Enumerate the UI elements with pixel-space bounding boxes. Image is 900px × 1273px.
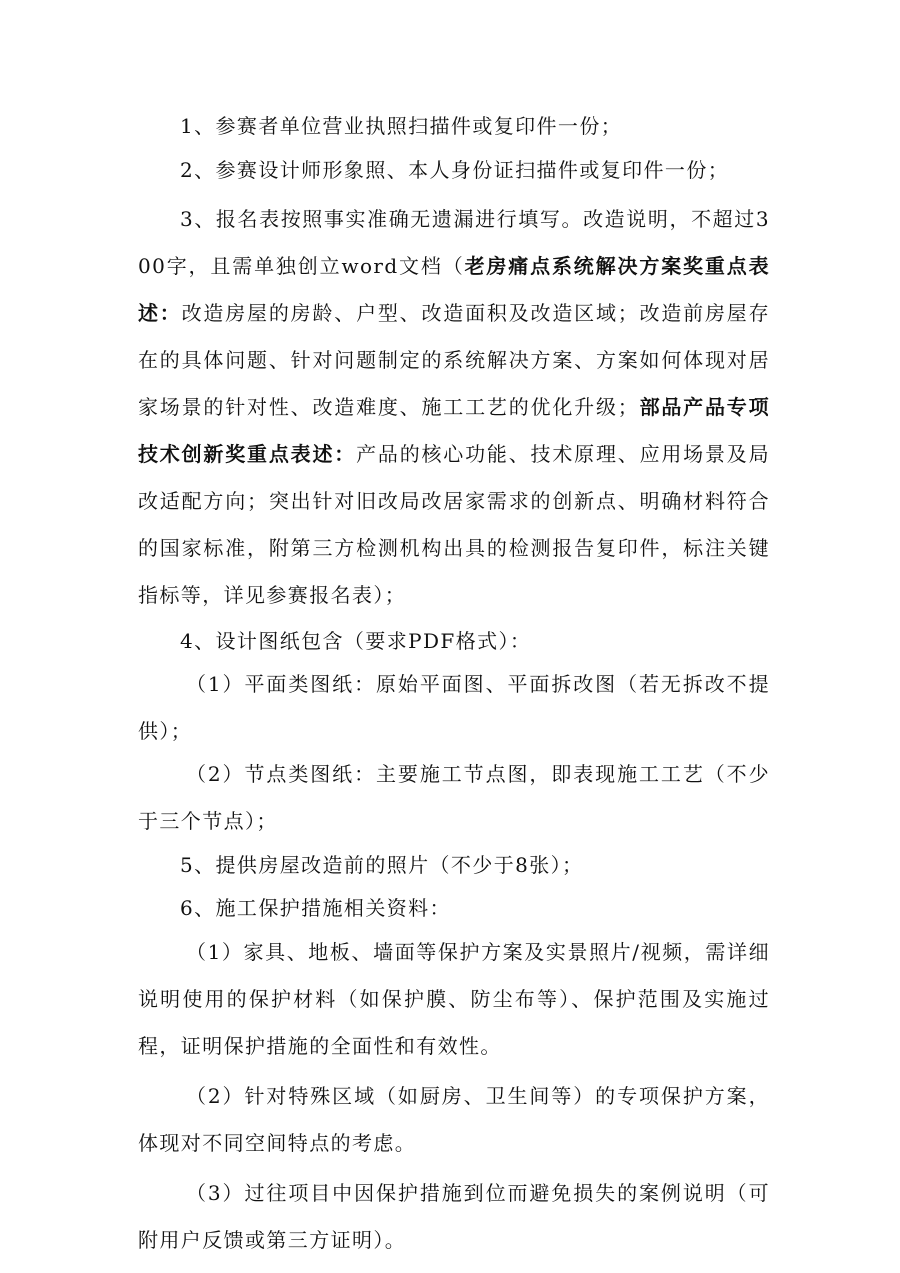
item-3-text-b: 改造房屋的房龄、户型、改造面积及改造区域；改造前房屋存在的具体问题、针对问题制定的系统解决方案、方案如何体现对居家场景的针对性、改造难度、施工工艺的优化升级； <box>138 301 770 419</box>
item-3-bold-heading-b: 部品产品专项技术创新奖重点表述： <box>138 395 770 466</box>
item-6-sub-1: （1）家具、地板、墙面等保护方案及实景照片/视频，需详细说明使用的保护材料（如保护膜、防尘布等）、保护范围及实施过程，证明保护措施的全面性和有效性。 <box>138 940 770 1058</box>
item-3-text-a: 3、报名表按照事实准确无遗漏进行填写。改造说明，不超过300字，且需单独创立word文档（ <box>138 207 770 278</box>
item-4: 4、设计图纸包含（要求PDF格式）： <box>180 629 532 653</box>
item-4-sub-2: （2）节点类图纸：主要施工节点图，即表现施工工艺（不少于三个节点）； <box>138 762 770 833</box>
item-6-sub-2: （2）针对特殊区域（如厨房、卫生间等）的专项保护方案，体现对不同空间特点的考虑。 <box>138 1084 770 1155</box>
item-6-sub-3: （3）过往项目中因保护措施到位而避免损失的案例说明（可附用户反馈或第三方证明）。 <box>138 1181 770 1252</box>
item-3-text-c: 产品的核心功能、技术原理、应用场景及局改适配方向；突出针对旧改局改居家需求的创新点、明确材料符合的国家标准，附第三方检测机构出具的检测报告复印件，标注关键指标等，详见参赛报名表）； <box>138 442 771 607</box>
item-3 <box>138 196 770 619</box>
item-1: 1、参赛者单位营业执照扫描件或复印件一份； <box>180 114 623 138</box>
item-4-sub-1: （1）平面类图纸：原始平面图、平面拆改图（若无拆改不提供）； <box>138 672 770 743</box>
item-6: 6、施工保护措施相关资料： <box>180 896 451 920</box>
item-2: 2、参赛设计师形象照、本人身份证扫描件或复印件一份； <box>180 158 730 182</box>
document-body <box>138 103 770 1264</box>
item-5: 5、提供房屋改造前的照片（不少于8张）； <box>180 853 584 877</box>
item-3-bold-heading-a: 老房痛点系统解决方案奖重点表述： <box>138 254 770 325</box>
